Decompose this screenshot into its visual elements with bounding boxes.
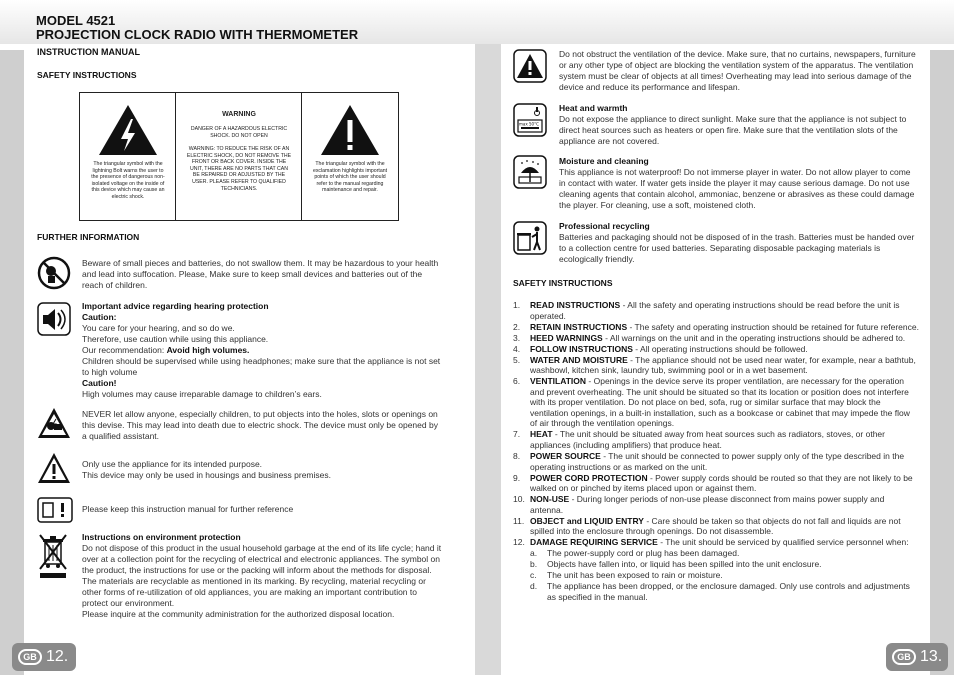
- list-item: [513, 451, 919, 472]
- item-heading: READ INSTRUCTIONS: [530, 300, 621, 310]
- small-parts-text: Beware of small pieces and batteries, do not swallow them. It may be hazardous to your health and lead into suffocation. Please, Make sure to keep small devices and batteries out of the reach of children.: [82, 258, 439, 290]
- item-text: - All warnings on the unit and in the operating instructions should be adhered to.: [602, 332, 906, 343]
- item-number: 9.: [513, 472, 521, 483]
- heat-text: Do not expose the appliance to direct sunlight. Make sure that the appliance is not subject to direct heat sources such as heaters or open fire. Make sure that the ventilation slots of the appliance are not covered.: [559, 114, 907, 146]
- environment-p2: The materials are recyclable as mentioned in its marking. By recycling, material recycling or other forms of re-utilization of old appliances, you are making an important contribution to protect our environment.: [82, 576, 426, 608]
- item-number: 12.: [513, 537, 525, 548]
- list-item: [513, 537, 919, 548]
- sub-item-letter: a.: [530, 548, 538, 559]
- intended-use-1: Only use the appliance for its intended purpose.: [82, 459, 263, 469]
- item-heading: POWER CORD PROTECTION: [530, 472, 648, 483]
- item-number: 8.: [513, 451, 521, 462]
- item-text: - All operating instructions should be followed.: [632, 343, 808, 354]
- recycling-icon: [513, 221, 547, 255]
- service-conditions: [513, 548, 919, 602]
- page-badge-right: [886, 643, 948, 671]
- hearing-line-3: Children should be supervised while using headphones; make sure that the appliance is not set to high volume: [82, 356, 441, 377]
- exclamation-text: The triangular symbol with the exclamation highlights important points of which the user should refer to the manual regarding maintenance and repair.: [312, 161, 388, 194]
- page-spine: [475, 44, 501, 675]
- item-number: 11.: [513, 515, 525, 526]
- warning-text-1: DANGER OF A HAZARDOUS ELECTRIC SHOCK. DO NOT OPEN: [190, 126, 288, 139]
- safety-title-left: SAFETY INSTRUCTIONS: [37, 70, 137, 80]
- list-item: [513, 516, 919, 537]
- warning-box: [79, 92, 399, 221]
- product-title: PROJECTION CLOCK RADIO WITH THERMOMETER: [36, 27, 359, 42]
- left-margin-bar: [0, 50, 24, 675]
- safety-title-right: SAFETY INSTRUCTIONS: [513, 278, 613, 288]
- hearing-protection-icon: [37, 302, 71, 336]
- intended-use: [82, 459, 442, 481]
- item-text: - The appliance should not be used near water, for example, near a bathtub, washbowl, kitchen sink, laundry tub, swimming pool or in a wet basement.: [530, 354, 916, 376]
- intended-use-2: This device may only be used in housings and business premises.: [82, 470, 331, 480]
- hearing-title: Important advice regarding hearing protection: [82, 301, 269, 311]
- recycling-text: Batteries and packaging should not be disposed of in the trash. Batteries must be handed over to a collection centre for used batteries. Separating disposable packaging materials is ecologically friendly.: [559, 232, 915, 264]
- environment-p3: Please inquire at the community administration for the authorized disposal location.: [82, 609, 395, 619]
- item-heading: DAMAGE REQUIRING SERVICE: [530, 537, 658, 548]
- list-item: [513, 376, 919, 429]
- warning-heading: WARNING: [222, 111, 256, 118]
- moisture-title: Moisture and cleaning: [559, 156, 649, 166]
- item-text: - The safety and operating instruction should be retained for future reference.: [627, 321, 919, 332]
- heat-title: Heat and warmth: [559, 103, 628, 113]
- sub-item-text: The unit has been exposed to rain or moisture.: [547, 570, 723, 581]
- language-badge: GB: [892, 649, 916, 665]
- item-number: 1.: [513, 300, 521, 310]
- item-heading: POWER SOURCE: [530, 451, 601, 462]
- item-heading: HEED WARNINGS: [530, 332, 603, 343]
- further-information-title: FURTHER INFORMATION: [37, 232, 140, 242]
- list-item: [513, 494, 919, 515]
- list-item: [513, 322, 919, 333]
- item-text: - Power supply cords should be routed so that they are not likely to be walked on or pinched by items placed upon or against them.: [530, 472, 913, 494]
- item-number: 5.: [513, 354, 521, 365]
- recommendation: [82, 345, 442, 356]
- recycling-section: [559, 221, 917, 265]
- no-small-parts-icon: [37, 256, 71, 290]
- item-text: - During longer periods of non-use please disconnect from mains power supply and antenna.: [530, 494, 885, 515]
- item-number: 2.: [513, 321, 521, 332]
- sub-item-text: The power-supply cord or plug has been damaged.: [547, 548, 740, 559]
- never-insert-text: NEVER let allow anyone, especially children, to put objects into the holes, slots or openings on this devise. This may lead into death due to electric shock. The device must only be opened by a qualified assistant.: [82, 409, 438, 441]
- sub-item-letter: c.: [530, 570, 537, 581]
- sub-item-text: The appliance has been dropped, or the enclosure damaged. Only use controls and adjustments as specified in the manual.: [547, 581, 910, 602]
- item-text: - All the safety and operating instructions should be read before the unit is operated.: [530, 300, 900, 321]
- item-heading: FOLLOW INSTRUCTIONS: [530, 343, 633, 354]
- caution-label-2: Caution!: [82, 378, 117, 388]
- warning-text-2: WARNING: TO REDUCE THE RISK OF AN ELECTRIC SHOCK, DO NOT REMOVE THE FRONT OR BACK COVER. INSIDE THE UNIT, THERE ARE NO PARTS THAT CAN BE REPAIRED OR ADJUSTED BY THE USER. PLEASE REFER TO QUALIFIED TECHNICIANS.: [186, 146, 292, 192]
- item-number: 10.: [513, 494, 525, 505]
- warning-col-center: [176, 93, 302, 220]
- heat-section: [559, 103, 917, 147]
- item-text: - The unit should be connected to power supply only of the type described in the operating instructions or as marked on the unit.: [530, 451, 905, 472]
- item-heading: NON-USE: [530, 494, 570, 505]
- item-text: - Care should be taken so that objects do not fall and liquids are not spilled into the enclosure through openings. Do not disassemble.: [530, 515, 901, 537]
- hearing-line-2: Therefore, use caution while using this appliance.: [82, 334, 269, 344]
- manual-book-icon: [37, 497, 73, 523]
- moisture-icon: [513, 155, 547, 189]
- recommendation-prefix: Our recommendation:: [82, 345, 167, 355]
- list-item: [513, 473, 919, 494]
- hearing-line-4: High volumes may cause irreparable damage to children’s ears.: [82, 389, 322, 399]
- item-number: 4.: [513, 343, 521, 354]
- model-title: MODEL 4521: [36, 13, 116, 28]
- hearing-line-1: You care for your hearing, and so do we.: [82, 323, 235, 333]
- environment-section: [82, 532, 444, 620]
- item-heading: RETAIN INSTRUCTIONS: [530, 321, 628, 332]
- moisture-section: [559, 156, 917, 211]
- list-item: [513, 429, 919, 450]
- moisture-text: This appliance is not waterproof! Do not immerse player in water. Do not allow player to come in contact with water. If water gets inside the player it may cause serious damage. Do not use cleaning agents that contain alcohol, ammoniac, benzene or abrasives as these could damage the player. For cleaning, use a soft, moistened cloth.: [559, 167, 915, 210]
- ventilation-text: Do not obstruct the ventilation of the device. Make sure, that no curtains, newspapers, furniture or any other type of object are blocking the ventilation system of the apparatus. The ventilation system must be clear of objects at all times! Overheating may lead into serious damage of the device and reduce its performance and lifespan.: [559, 49, 916, 92]
- exclamation-icon: [37, 452, 71, 484]
- sub-item-letter: b.: [530, 559, 538, 570]
- item-number: 7.: [513, 429, 521, 440]
- recycling-title: Professional recycling: [559, 221, 650, 231]
- page-badge-left: [12, 643, 76, 671]
- lightning-warning-icon: [97, 103, 159, 157]
- exclamation-warning-icon: [319, 103, 381, 157]
- hearing-section: [82, 301, 442, 400]
- environment-p1: Do not dispose of this product in the usual household garbage at the end of its life cycle; hand it over at a collection point for the recycling of electrical and electronic appliances. The symbol on the product, the instructions for use or the packing will inform about the methods for disposal.: [82, 543, 442, 575]
- item-text: - The unit should be situated away from heat sources such as radiators, stoves, or other appliances (including amplifiers) that produce heat.: [530, 429, 885, 451]
- item-number: 3.: [513, 332, 521, 343]
- ventilation-warning-icon: [513, 49, 547, 83]
- item-text: - The unit should be serviced by qualified service personnel when:: [657, 537, 909, 548]
- language-badge: GB: [18, 649, 42, 665]
- lightning-text: The triangular symbol with the lightning Bolt warns the user to the presence of dangerous non-isolated voltage on the inside of this device which may cause an electric shock.: [91, 161, 165, 200]
- warning-col-exclamation: [302, 93, 398, 220]
- sub-list-item: [530, 570, 919, 581]
- manual-title: INSTRUCTION MANUAL: [37, 47, 140, 57]
- sub-item-letter: d.: [530, 581, 538, 592]
- item-heading: VENTILATION: [530, 376, 587, 387]
- page-number: 13.: [920, 648, 943, 665]
- keep-manual-text: Please keep this instruction manual for further reference: [82, 504, 294, 514]
- item-heading: OBJECT and LIQUID ENTRY: [530, 515, 644, 526]
- sub-list-item: [530, 581, 919, 602]
- item-heading: WATER AND MOISTURE: [530, 354, 628, 365]
- electric-shock-icon: [37, 407, 71, 439]
- right-margin-bar: [930, 50, 954, 675]
- item-heading: HEAT: [530, 429, 553, 440]
- crossed-bin-icon: [37, 532, 69, 580]
- list-item: [513, 300, 919, 321]
- sub-list-item: [530, 548, 919, 559]
- list-item: [513, 333, 919, 344]
- item-number: 6.: [513, 376, 521, 387]
- sub-list-item: [530, 559, 919, 570]
- temperature-icon: [513, 103, 547, 137]
- temperature-limit-label: max 50°C: [519, 121, 539, 127]
- recommendation-bold: Avoid high volumes.: [166, 345, 250, 355]
- page-number: 12.: [46, 648, 69, 665]
- safety-instructions-list: [513, 300, 919, 603]
- warning-col-lightning: [80, 93, 176, 220]
- list-item: [513, 344, 919, 355]
- list-item: [513, 355, 919, 376]
- sub-item-text: Objects have fallen into, or liquid has been spilled into the unit enclosure.: [547, 559, 822, 570]
- environment-title: Instructions on environment protection: [82, 532, 241, 542]
- caution-label: Caution:: [82, 312, 117, 322]
- item-text: - Openings in the device serve its proper ventilation, are necessary for the operation and prevent overheating. The unit should be situated so that its location or position does not interfere with its proper ventilation. Do not place on bed, sofa, rug or similar surface that may block the ventilation openings, in a built-in installation, such as a bookcase or cabinet that may impede the flow of air through the ventilation openings.: [530, 376, 910, 429]
